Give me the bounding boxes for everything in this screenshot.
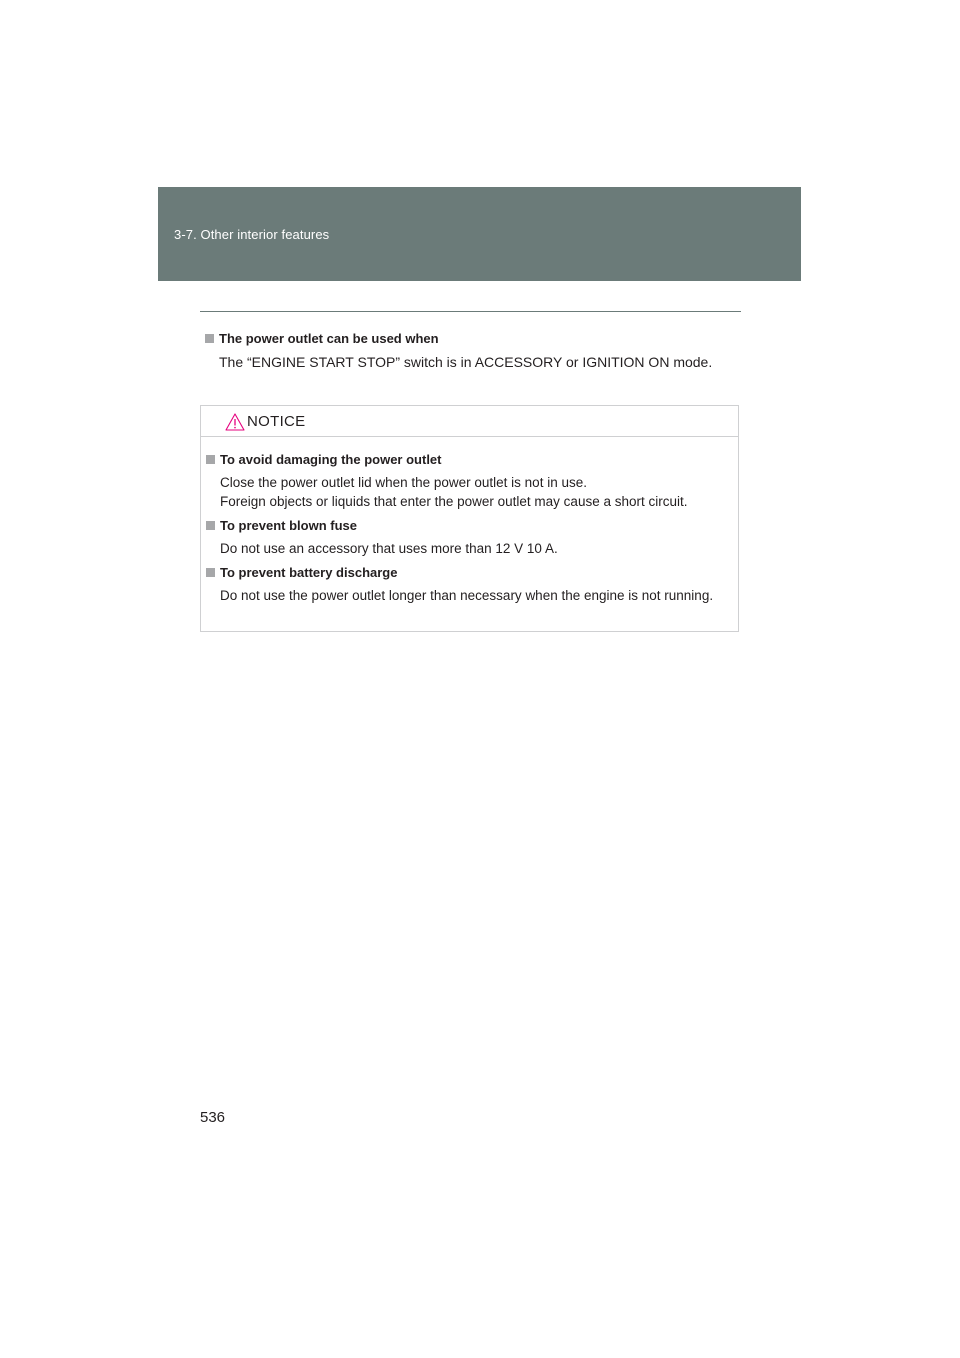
page-number: 536 bbox=[200, 1109, 226, 1126]
notice-item-heading: To avoid damaging the power outlet bbox=[220, 452, 442, 467]
notice-box bbox=[200, 405, 739, 632]
bullet-square-icon bbox=[206, 521, 215, 530]
notice-item-heading-row bbox=[206, 517, 738, 534]
notice-item-text bbox=[206, 539, 738, 558]
notice-label: NOTICE bbox=[247, 413, 306, 430]
notice-item-text bbox=[206, 586, 738, 605]
info-heading-row bbox=[205, 330, 745, 347]
notice-body bbox=[201, 437, 738, 605]
notice-item-heading: To prevent battery discharge bbox=[220, 565, 398, 580]
notice-item-line: Do not use an accessory that uses more than 12 V 10 A. bbox=[220, 541, 558, 556]
notice-item-line: Close the power outlet lid when the power outlet is not in use. bbox=[220, 475, 587, 490]
notice-item-heading-row bbox=[206, 451, 738, 468]
notice-item-line: Do not use the power outlet longer than necessary when the engine is not running. bbox=[220, 588, 714, 603]
section-header-band bbox=[158, 187, 801, 281]
notice-item bbox=[206, 451, 738, 511]
section-title: 3-7. Other interior features bbox=[174, 227, 330, 242]
warning-triangle-icon bbox=[225, 413, 245, 431]
section-divider bbox=[200, 311, 741, 312]
bullet-square-icon bbox=[206, 568, 215, 577]
notice-item bbox=[206, 564, 738, 605]
info-text: The “ENGINE START STOP” switch is in ACCESSORY or IGNITION ON mode. bbox=[219, 354, 713, 370]
notice-item-heading: To prevent blown fuse bbox=[220, 518, 357, 533]
bullet-square-icon bbox=[205, 334, 214, 343]
notice-header bbox=[201, 406, 738, 437]
notice-item-heading-row bbox=[206, 564, 738, 581]
notice-item-line: Foreign objects or liquids that enter the power outlet may cause a short circuit. bbox=[220, 494, 688, 509]
notice-item-text bbox=[206, 473, 738, 511]
bullet-square-icon bbox=[206, 455, 215, 464]
info-block bbox=[205, 330, 745, 372]
info-heading: The power outlet can be used when bbox=[219, 331, 439, 346]
notice-item bbox=[206, 517, 738, 558]
